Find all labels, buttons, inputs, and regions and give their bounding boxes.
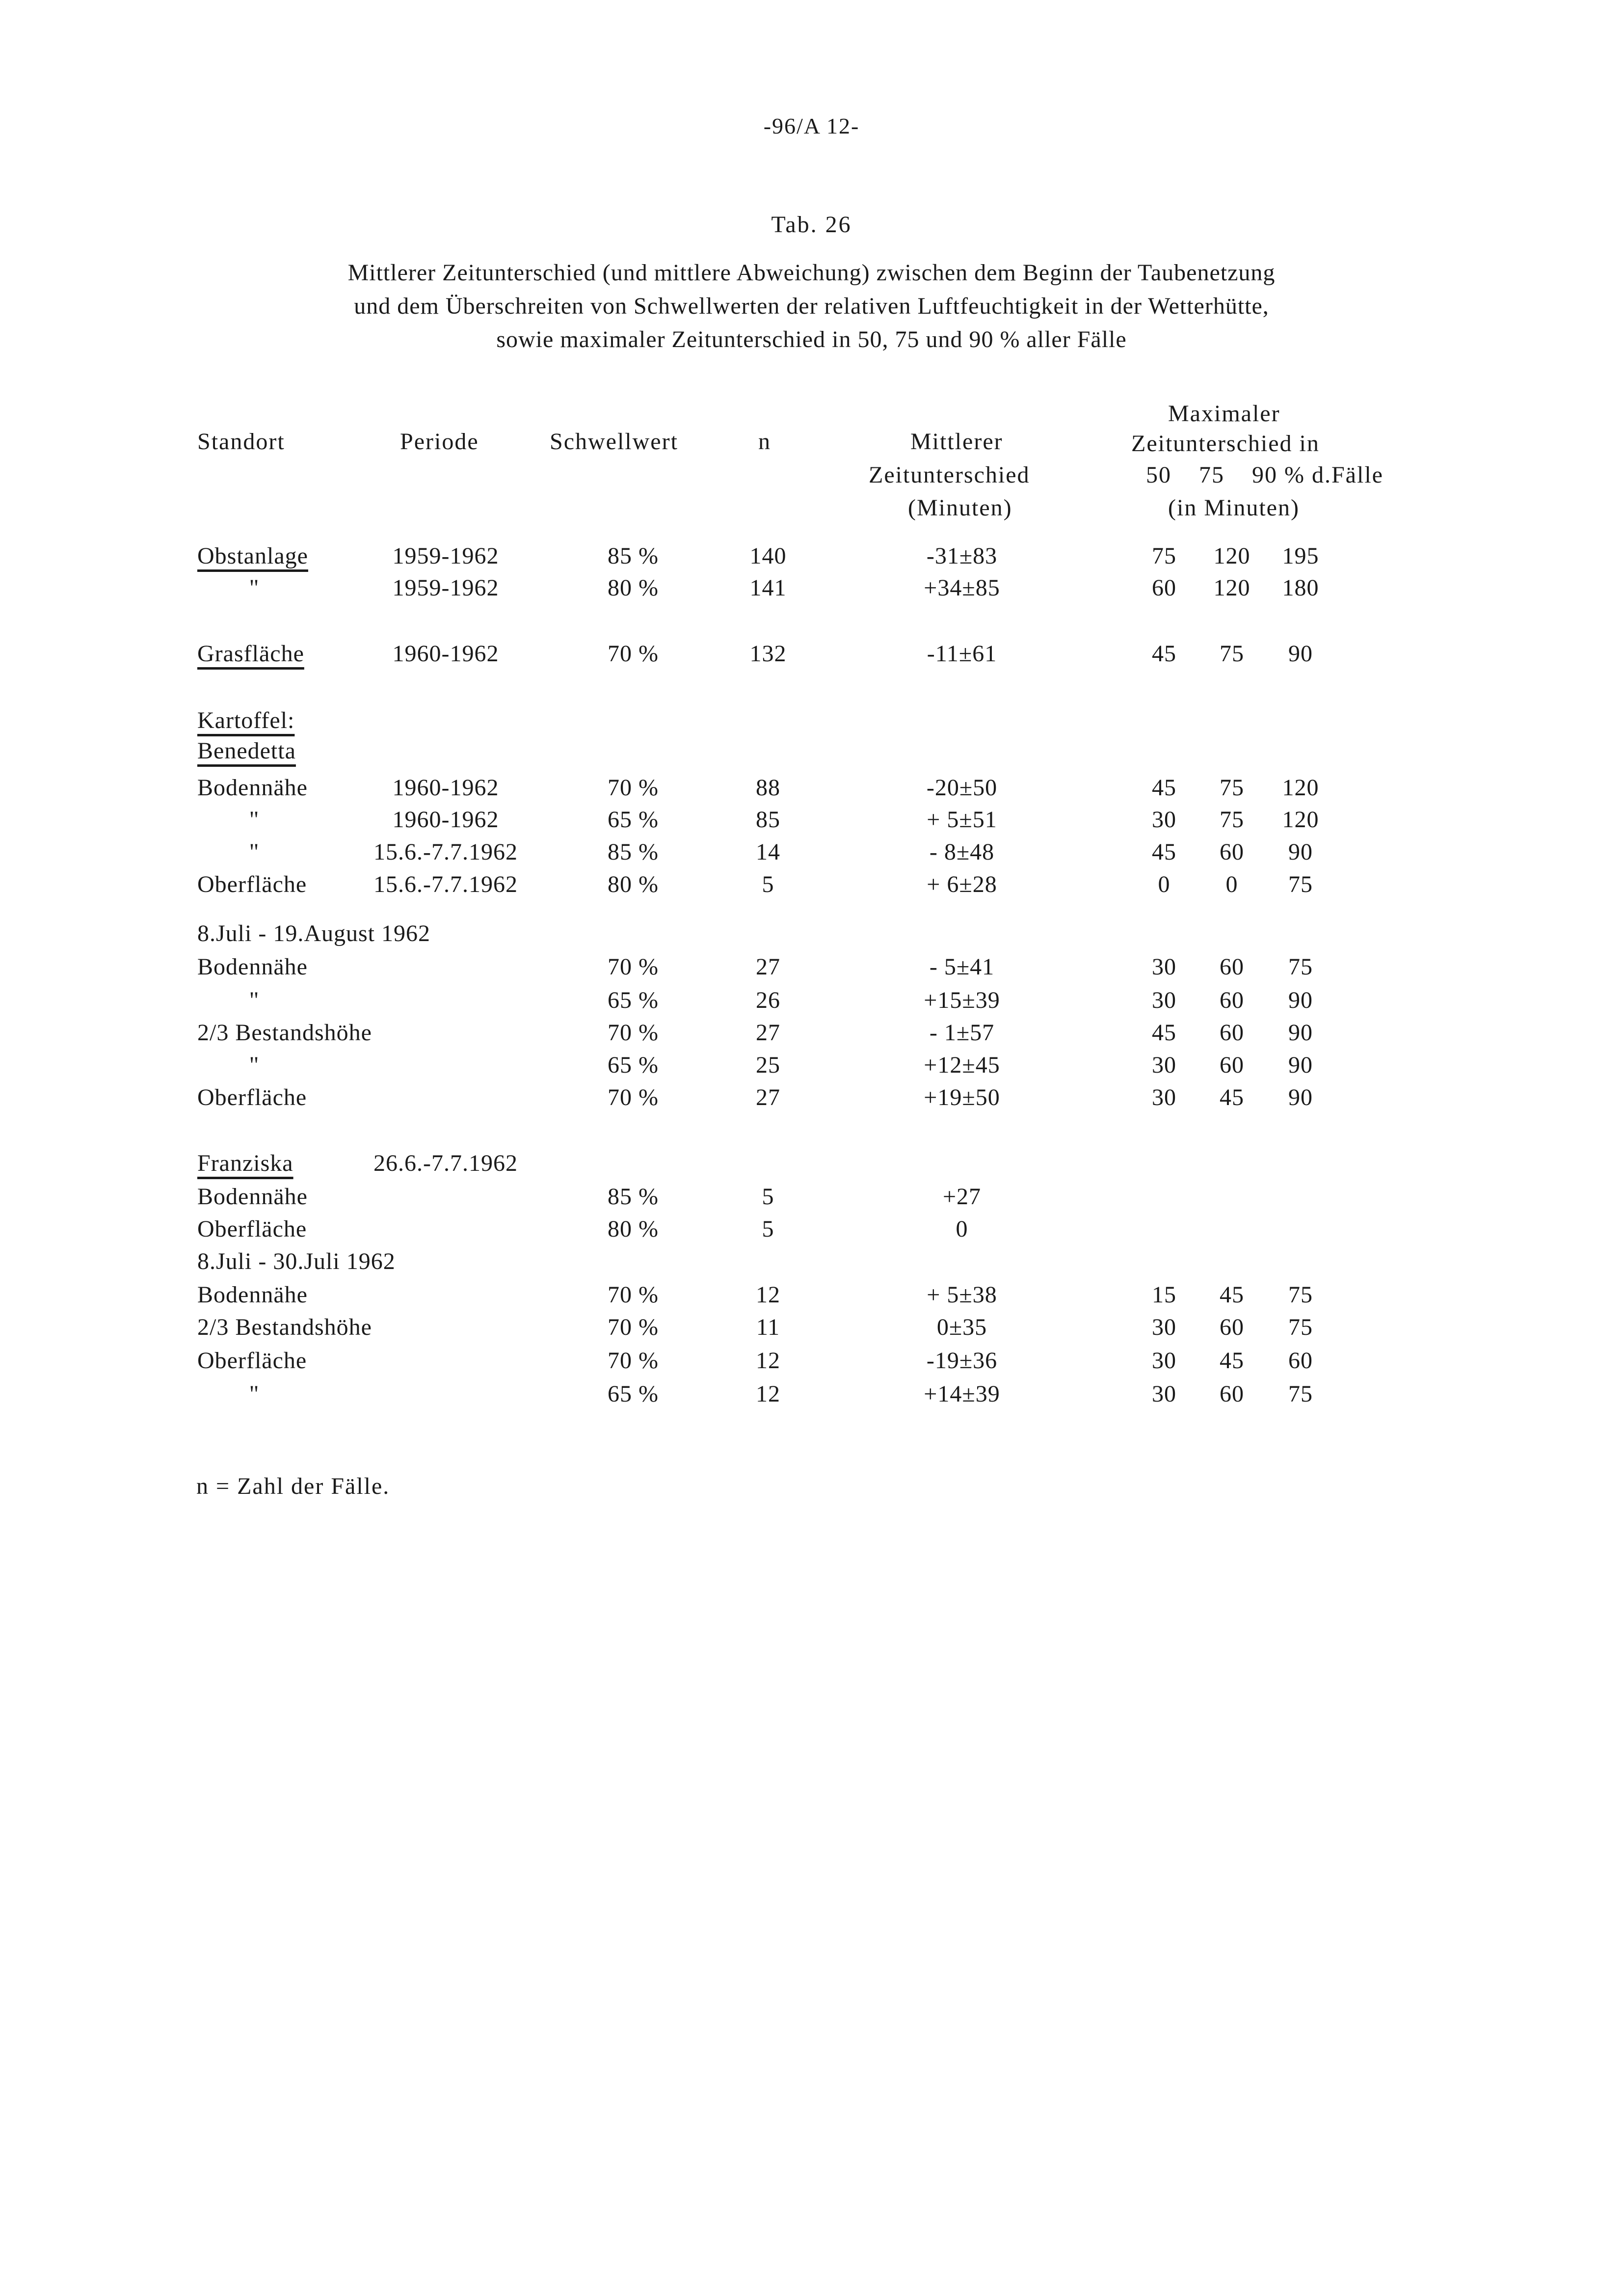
caption-line-3: sowie maximaler Zeitunterschied in 50, 75 und 90 % aller Fälle [496, 326, 1127, 352]
cell-standort: " [249, 1052, 260, 1078]
cell-m75: 75 [1220, 641, 1244, 667]
cell-standort: " [249, 987, 260, 1013]
cell-standort: Obstanlage [197, 543, 308, 569]
cell-periode: 1959-1962 [392, 575, 499, 601]
cell-m90: 75 [1288, 1282, 1313, 1308]
cell-n: 5 [762, 1184, 774, 1210]
cell-m90: 90 [1288, 1052, 1313, 1078]
cell-standort: " [249, 575, 260, 601]
caption-line-1: Mittlerer Zeitunterschied (und mittlere Abweichung) zwischen dem Beginn der Taubenetzung [347, 260, 1276, 286]
cell-schwell: 70 % [608, 954, 659, 980]
cell-m50: 45 [1152, 641, 1176, 667]
cell-periode: 15.6.-7.7.1962 [373, 871, 518, 897]
cell-mittel: + 6±28 [927, 871, 997, 897]
cell-m75: 120 [1213, 575, 1251, 601]
cell-m50: 30 [1152, 807, 1176, 833]
cell-schwell: 70 % [608, 775, 659, 801]
cell-m50: 0 [1158, 871, 1171, 897]
header-mittlerer-2: Zeitunterschied [869, 462, 1030, 488]
cell-mittel: +19±50 [924, 1084, 1000, 1110]
cell-periode: 1960-1962 [392, 807, 499, 833]
cell-periode: 1959-1962 [392, 543, 499, 569]
cell-m50: 30 [1152, 987, 1176, 1013]
cell-m50: 75 [1152, 543, 1176, 569]
cell-m50: 15 [1152, 1282, 1176, 1308]
cell-m50: 30 [1152, 1381, 1176, 1407]
cell-m75: 75 [1220, 807, 1244, 833]
cell-n: 11 [756, 1314, 780, 1340]
cell-schwell: 85 % [608, 839, 659, 865]
cell-m75: 60 [1220, 839, 1244, 865]
cell-n: 25 [756, 1052, 780, 1078]
cell-standort: Oberfläche [197, 871, 307, 897]
cell-standort: 8.Juli - 19.August 1962 [197, 920, 431, 946]
cell-m75: 0 [1225, 871, 1238, 897]
cell-m75: 45 [1220, 1282, 1244, 1308]
cell-standort: " [249, 839, 260, 865]
cell-m90: 75 [1288, 954, 1313, 980]
cell-m90: 90 [1288, 987, 1313, 1013]
cell-standort: Bodennähe [197, 775, 308, 801]
cell-m90: 75 [1288, 1381, 1313, 1407]
cell-schwell: 70 % [608, 1084, 659, 1110]
cell-m75: 60 [1220, 987, 1244, 1013]
header-schwellwert: Schwellwert [550, 429, 678, 455]
cell-n: 27 [756, 954, 780, 980]
cell-n: 27 [756, 1084, 780, 1110]
cell-mittel: 0±35 [936, 1314, 987, 1340]
cell-m90: 75 [1288, 871, 1313, 897]
cell-n: 27 [756, 1020, 780, 1046]
cell-standort: Franziska [197, 1150, 293, 1176]
cell-m75: 45 [1220, 1084, 1244, 1110]
cell-m75: 120 [1213, 543, 1251, 569]
cell-standort: " [249, 1381, 260, 1407]
header-max-1: Maximaler [1168, 401, 1280, 427]
cell-standort: Oberfläche [197, 1348, 307, 1374]
cell-n: 141 [749, 575, 787, 601]
cell-standort: 8.Juli - 30.Juli 1962 [197, 1248, 396, 1274]
cell-mittel: -31±83 [926, 543, 998, 569]
cell-m75: 60 [1220, 1381, 1244, 1407]
cell-m90: 180 [1282, 575, 1319, 601]
cell-m75: 60 [1220, 1020, 1244, 1046]
table-title: Tab. 26 [771, 212, 852, 238]
cell-m50: 45 [1152, 1020, 1176, 1046]
cell-standort: Grasfläche [197, 641, 304, 667]
cell-standort: Benedetta [197, 738, 296, 764]
cell-mittel: 0 [956, 1216, 968, 1242]
cell-n: 12 [756, 1348, 780, 1374]
cell-schwell: 70 % [608, 1314, 659, 1340]
header-mittlerer-1: Mittlerer [910, 429, 1003, 455]
cell-m75: 75 [1220, 775, 1244, 801]
cell-mittel: +34±85 [924, 575, 1000, 601]
cell-standort: 2/3 Bestandshöhe [197, 1020, 372, 1046]
cell-schwell: 65 % [608, 987, 659, 1013]
cell-m90: 90 [1288, 1020, 1313, 1046]
cell-periode: 1960-1962 [392, 775, 499, 801]
header-mittlerer-3: (Minuten) [908, 495, 1012, 521]
cell-m50: 45 [1152, 775, 1176, 801]
cell-mittel: -20±50 [926, 775, 998, 801]
cell-schwell: 80 % [608, 1216, 659, 1242]
cell-standort: Kartoffel: [197, 707, 295, 733]
cell-mittel: +27 [942, 1184, 982, 1210]
cell-m75: 60 [1220, 1052, 1244, 1078]
cell-schwell: 80 % [608, 575, 659, 601]
cell-periode: 26.6.-7.7.1962 [373, 1150, 518, 1176]
cell-mittel: + 5±51 [927, 807, 997, 833]
cell-standort: Bodennähe [197, 954, 308, 980]
cell-n: 140 [749, 543, 787, 569]
cell-mittel: +15±39 [924, 987, 1000, 1013]
cell-standort: " [249, 807, 260, 833]
cell-schwell: 70 % [608, 1282, 659, 1308]
cell-n: 12 [756, 1381, 780, 1407]
page-number: -96/A 12- [763, 113, 860, 138]
cell-mittel: - 8±48 [929, 839, 995, 865]
cell-m50: 45 [1152, 839, 1176, 865]
cell-schwell: 65 % [608, 1052, 659, 1078]
cell-m90: 75 [1288, 1314, 1313, 1340]
header-max-3: 50 75 90 % d.Fälle [1146, 462, 1384, 488]
cell-mittel: - 5±41 [929, 954, 995, 980]
cell-schwell: 70 % [608, 1348, 659, 1374]
cell-schwell: 70 % [608, 641, 659, 667]
cell-m50: 60 [1152, 575, 1176, 601]
cell-n: 26 [756, 987, 780, 1013]
cell-m75: 60 [1220, 1314, 1244, 1340]
header-periode: Periode [400, 429, 479, 455]
cell-m50: 30 [1152, 1314, 1176, 1340]
cell-mittel: +12±45 [924, 1052, 1000, 1078]
cell-n: 88 [756, 775, 780, 801]
cell-n: 14 [756, 839, 780, 865]
cell-m50: 30 [1152, 954, 1176, 980]
cell-schwell: 65 % [608, 807, 659, 833]
cell-periode: 1960-1962 [392, 641, 499, 667]
cell-m90: 195 [1282, 543, 1319, 569]
cell-m90: 60 [1288, 1348, 1313, 1374]
cell-m50: 30 [1152, 1348, 1176, 1374]
cell-mittel: - 1±57 [929, 1020, 995, 1046]
cell-standort: Bodennähe [197, 1282, 308, 1308]
cell-mittel: +14±39 [924, 1381, 1000, 1407]
cell-periode: 15.6.-7.7.1962 [373, 839, 518, 865]
cell-m50: 30 [1152, 1084, 1176, 1110]
cell-n: 132 [749, 641, 787, 667]
caption-line-2: und dem Überschreiten von Schwellwerten der relativen Luftfeuchtigkeit in der Wetterhütte, [354, 293, 1269, 319]
cell-standort: 2/3 Bestandshöhe [197, 1314, 372, 1340]
cell-schwell: 85 % [608, 543, 659, 569]
cell-schwell: 80 % [608, 871, 659, 897]
cell-m75: 60 [1220, 954, 1244, 980]
cell-standort: Oberfläche [197, 1084, 307, 1110]
cell-mittel: -19±36 [926, 1348, 998, 1374]
cell-n: 5 [762, 1216, 774, 1242]
cell-m90: 90 [1288, 839, 1313, 865]
cell-mittel: -11±61 [927, 641, 997, 667]
header-standort: Standort [197, 429, 285, 455]
cell-standort: Oberfläche [197, 1216, 307, 1242]
cell-m90: 90 [1288, 1084, 1313, 1110]
cell-schwell: 70 % [608, 1020, 659, 1046]
cell-n: 85 [756, 807, 780, 833]
cell-n: 5 [762, 871, 774, 897]
cell-schwell: 65 % [608, 1381, 659, 1407]
footnote: n = Zahl der Fälle. [196, 1473, 390, 1499]
cell-m75: 45 [1220, 1348, 1244, 1374]
cell-standort: Bodennähe [197, 1184, 308, 1210]
header-max-4: (in Minuten) [1168, 495, 1300, 521]
cell-m90: 120 [1282, 775, 1319, 801]
header-max-2: Zeitunterschied in [1131, 431, 1320, 457]
cell-m50: 30 [1152, 1052, 1176, 1078]
cell-m90: 90 [1288, 641, 1313, 667]
cell-n: 12 [756, 1282, 780, 1308]
cell-schwell: 85 % [608, 1184, 659, 1210]
cell-m90: 120 [1282, 807, 1319, 833]
cell-mittel: + 5±38 [927, 1282, 997, 1308]
header-n: n [758, 429, 771, 455]
